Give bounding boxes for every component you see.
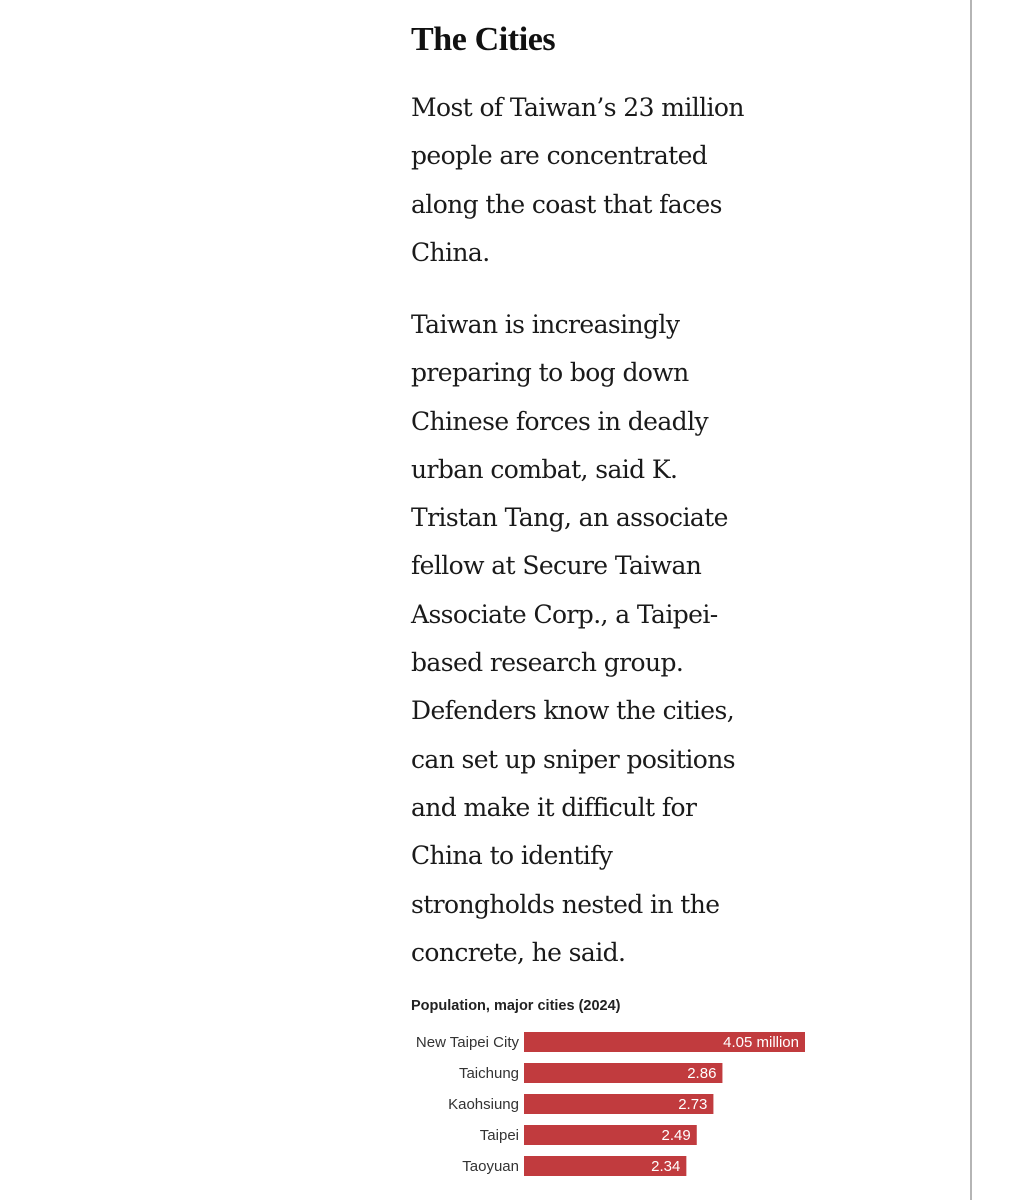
paragraph-2 <box>411 301 811 977</box>
paragraph-2-line: China to identify <box>411 841 613 871</box>
bar-category-label: Taoyuan <box>462 1158 519 1175</box>
paragraph-1-line: along the coast that faces <box>411 189 722 219</box>
bar-category-label: Taichung <box>458 1065 519 1082</box>
bar-value-label: 2.49 <box>661 1127 691 1144</box>
bar-value-label: 2.86 <box>687 1065 717 1082</box>
paragraph-2-line: Taiwan is increasingly <box>411 310 680 339</box>
paragraph-2-line: concrete, he said. <box>411 937 626 967</box>
bar-value-label: 2.34 <box>651 1158 681 1175</box>
paragraph-1-line: China. <box>411 237 490 267</box>
paragraph-2-line: Defenders know the cities, <box>411 696 735 726</box>
paragraph-2-line: preparing to bog down <box>411 358 689 388</box>
paragraph-2-line: strongholds nested in the <box>411 889 720 919</box>
population-bar-chart <box>411 998 831 1188</box>
bar-value-label: 4.05 million <box>723 1034 799 1051</box>
paragraph-1-line: Most of Taiwan’s 23 million <box>411 93 744 122</box>
paragraph-2-line: can set up sniper positions <box>411 744 735 774</box>
paragraph-2-line: Chinese forces in deadly <box>411 406 708 436</box>
paragraph-2-line: Associate Corp., a Taipei- <box>411 599 718 629</box>
paragraph-1-line: people are concentrated <box>411 141 708 171</box>
paragraph-1 <box>411 84 811 277</box>
paragraph-2-line: fellow at Secure Taiwan <box>411 551 702 581</box>
bar-value-label: 2.73 <box>678 1096 708 1113</box>
page-edge-border <box>970 0 972 1200</box>
bar-category-label: Taipei <box>479 1127 519 1144</box>
section-title: The Cities <box>411 21 556 58</box>
chart-plot-area <box>411 998 831 1188</box>
bar-category-label: Kaohsiung <box>448 1096 519 1113</box>
paragraph-2-line: and make it difficult for <box>411 792 697 822</box>
paragraph-2-line: Tristan Tang, an associate <box>411 503 728 533</box>
bar-category-label: New Taipei City <box>415 1034 519 1051</box>
paragraph-2-line: urban combat, said K. <box>411 454 678 484</box>
chart-title: Population, major cities (2024) <box>411 998 621 1014</box>
paragraph-2-line: based research group. <box>411 648 684 678</box>
